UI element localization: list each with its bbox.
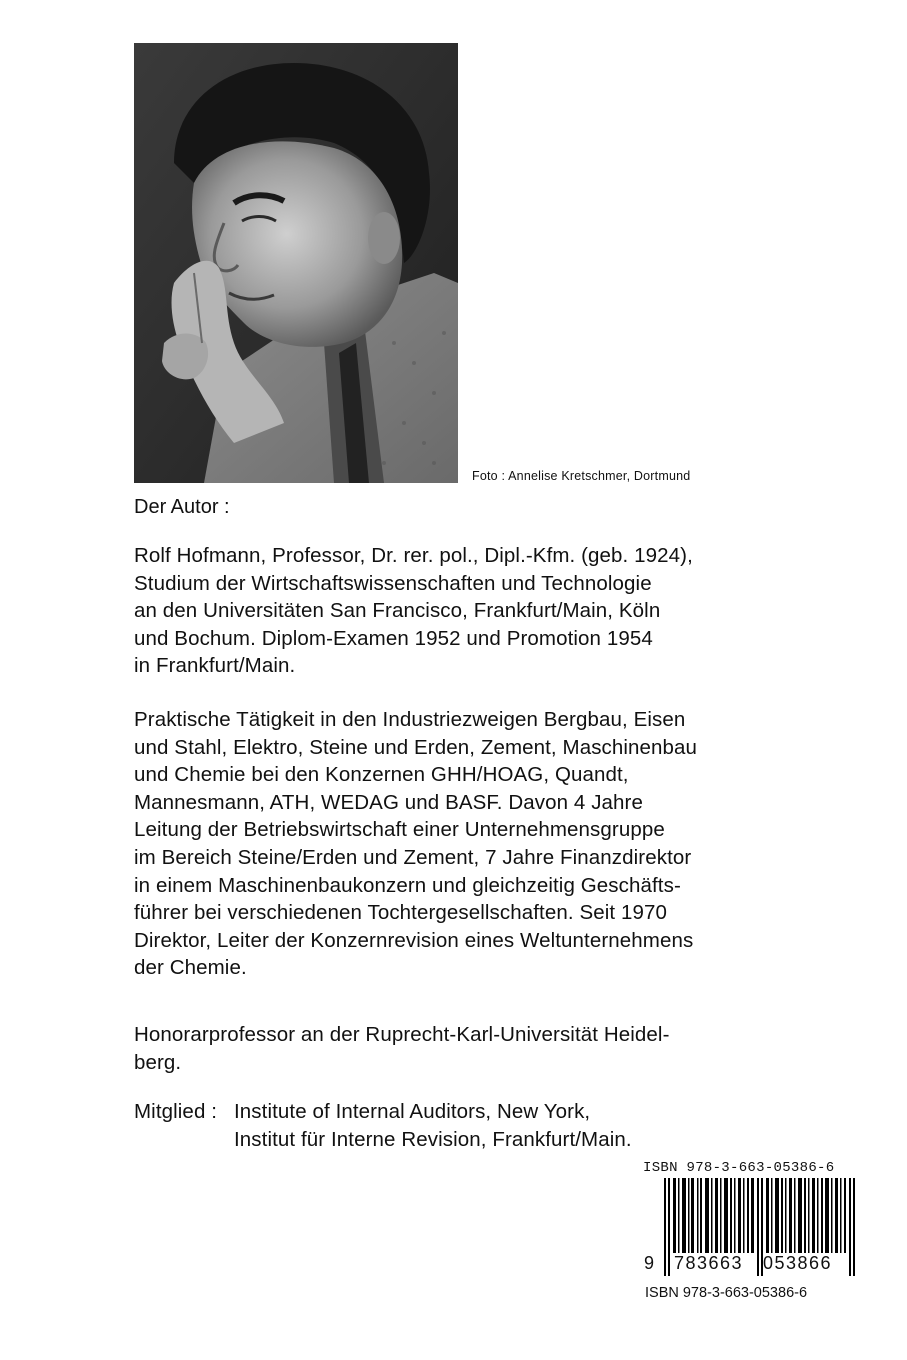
- bio-line: an den Universitäten San Francisco, Frankfurt/Main, Köln: [134, 599, 661, 623]
- career-line: und Chemie bei den Konzernen GHH/HOAG, Quandt,: [134, 763, 629, 787]
- career-line: Mannesmann, ATH, WEDAG und BASF. Davon 4 Jahre: [134, 790, 643, 814]
- membership-line: [134, 1126, 774, 1154]
- author-portrait-image: [134, 43, 458, 483]
- career-line: Leitung der Betriebswirtschaft einer Unternehmensgruppe: [134, 818, 665, 842]
- membership-paragraph: [134, 1098, 774, 1153]
- bio-line: Studium der Wirtschaftswissenschaften und Technologie: [134, 571, 652, 595]
- isbn-top-text: ISBN 978-3-663-05386-6: [643, 1160, 835, 1176]
- membership-item: Institut für Interne Revision, Frankfurt/Main.: [234, 1127, 632, 1151]
- career-line: Praktische Tätigkeit in den Industriezweigen Bergbau, Eisen: [134, 708, 686, 731]
- ean-right-digits: 053866: [763, 1253, 833, 1273]
- author-photo: [134, 43, 458, 483]
- career-line: und Stahl, Elektro, Steine und Erden, Zement, Maschinenbau: [134, 735, 698, 759]
- honorary-paragraph: [134, 1021, 774, 1076]
- career-line: im Bereich Steine/Erden und Zement, 7 Jahre Finanzdirektor: [134, 845, 692, 869]
- bio-line: in Frankfurt/Main.: [134, 654, 296, 678]
- photo-credit: Foto : Annelise Kretschmer, Dortmund: [472, 469, 691, 483]
- honorary-line: Honorarprofessor an der Ruprecht-Karl-Universität Heidel-: [134, 1023, 670, 1046]
- career-line: der Chemie.: [134, 956, 247, 980]
- membership-item: Institute of Internal Auditors, New York,: [234, 1100, 591, 1123]
- author-heading: Der Autor :: [134, 496, 230, 518]
- career-paragraph: [134, 706, 774, 982]
- isbn-bottom-text: ISBN 978-3-663-05386-6: [645, 1285, 808, 1301]
- isbn-barcode: [640, 1160, 870, 1310]
- honorary-line: berg.: [134, 1050, 182, 1074]
- career-line: führer bei verschiedenen Tochtergesellschaften. Seit 1970: [134, 901, 667, 925]
- bio-line: und Bochum. Diplom-Examen 1952 und Promotion 1954: [134, 626, 653, 650]
- bio-line: Rolf Hofmann, Professor, Dr. rer. pol., Dipl.-Kfm. (geb. 1924),: [134, 544, 693, 567]
- membership-line: [134, 1098, 774, 1126]
- career-line: Direktor, Leiter der Konzernrevision eines Weltunternehmens: [134, 928, 694, 952]
- membership-label: Mitglied :: [134, 1100, 218, 1123]
- ean-first-digit: 9: [644, 1253, 655, 1273]
- ean-left-digits: 783663: [674, 1253, 744, 1273]
- career-line: in einem Maschinenbaukonzern und gleichzeitig Geschäfts-: [134, 873, 681, 897]
- bio-paragraph: [134, 542, 774, 680]
